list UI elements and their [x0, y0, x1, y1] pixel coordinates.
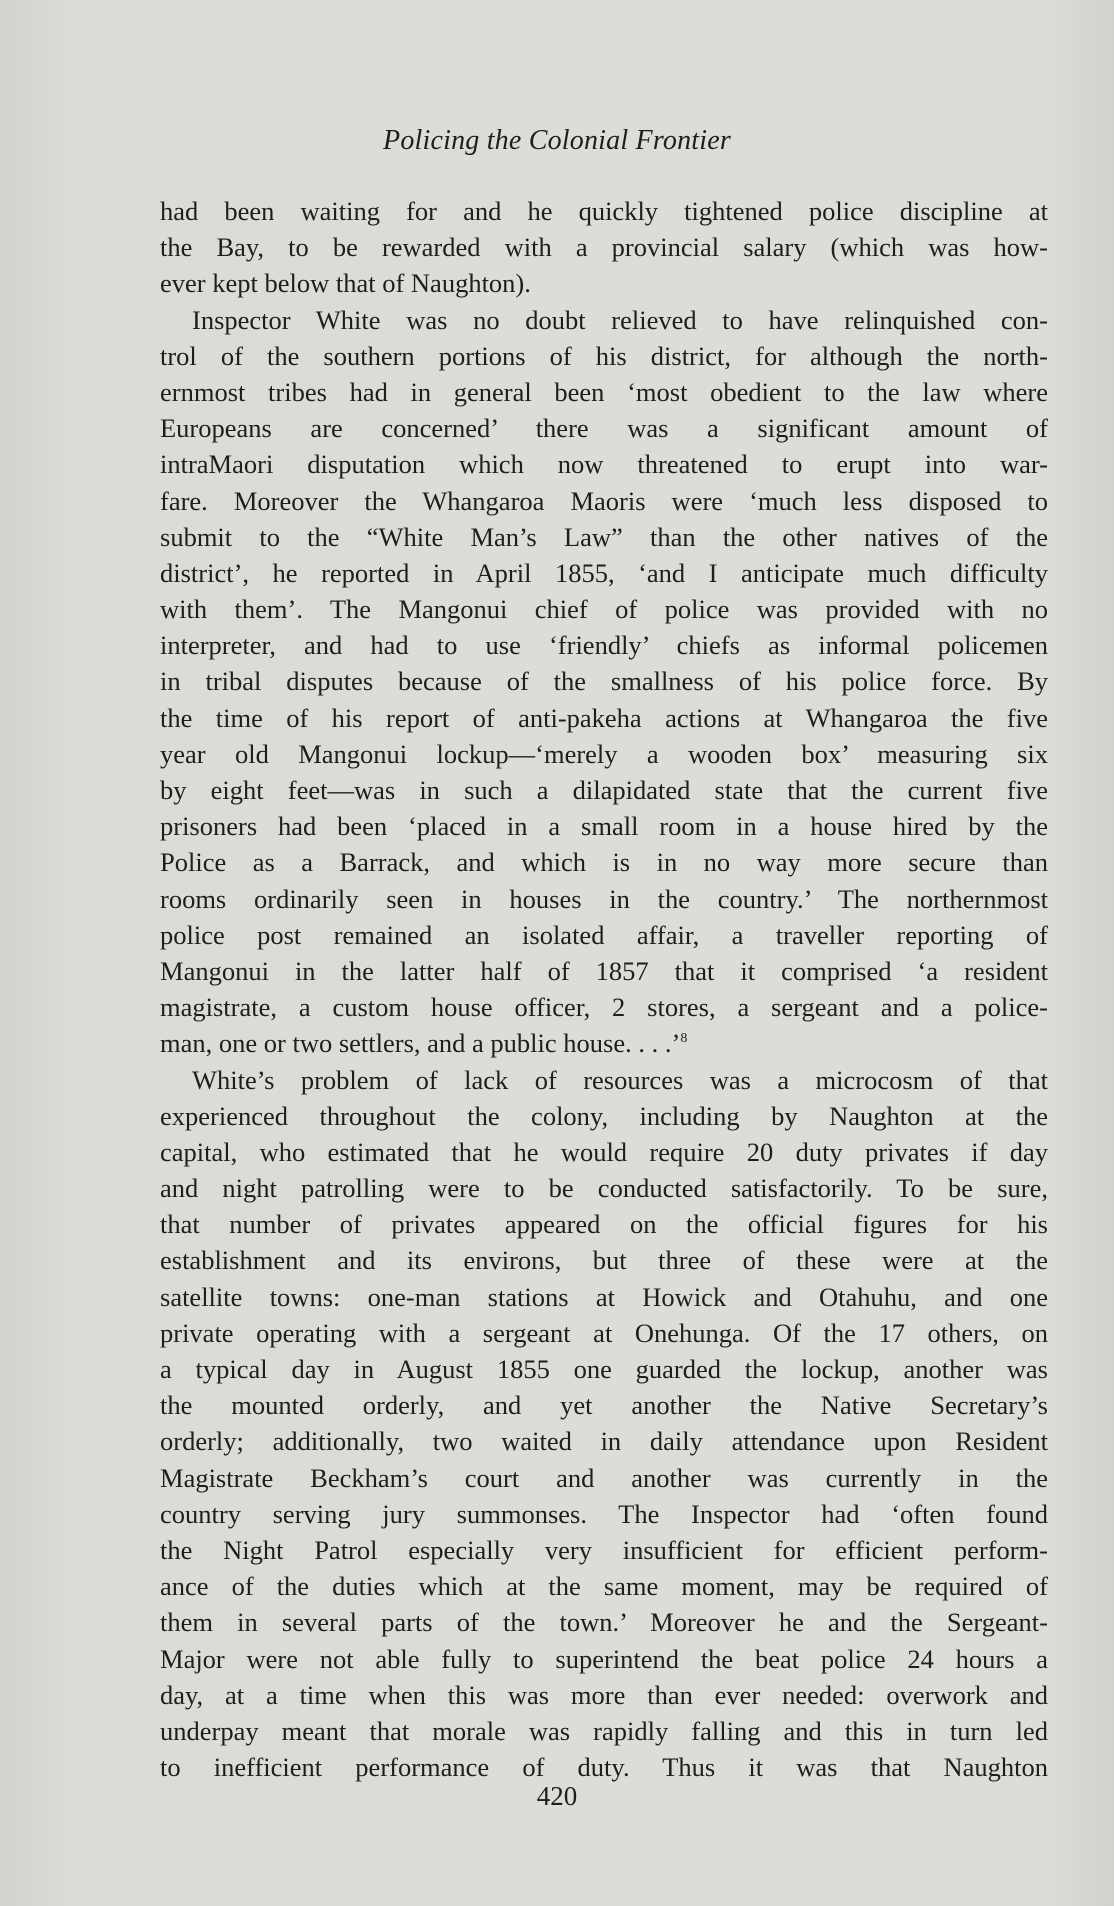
- text-line: [160, 1170, 1048, 1206]
- line-text: magistrate, a custom house officer, 2 stores, a sergeant and a police-: [160, 992, 1048, 1023]
- text-line: [160, 1351, 1048, 1387]
- line-text: trol of the southern portions of his district, for although the north-: [160, 340, 1048, 371]
- text-line: [160, 1315, 1048, 1351]
- line-text: Magistrate Beckham’s court and another was currently in the: [160, 1462, 1048, 1493]
- text-line: [160, 1460, 1048, 1496]
- text-line: [160, 1677, 1048, 1713]
- text-line: [160, 627, 1048, 663]
- text-line: [160, 663, 1048, 699]
- line-text: the Night Patrol especially very insufficient for efficient perform-: [160, 1534, 1048, 1565]
- text-line: [160, 1098, 1048, 1134]
- line-text: day, at a time when this was more than ever needed: overwork and: [160, 1679, 1048, 1710]
- line-text: to inefficient performance of duty. Thus it was that Naughton: [160, 1752, 1048, 1783]
- line-text: them in several parts of the town.’ Moreover he and the Sergeant-: [160, 1607, 1048, 1638]
- text-line: [160, 193, 1048, 229]
- text-line: [160, 917, 1048, 953]
- line-text: the time of his report of anti-pakeha actions at Whangaroa the five: [160, 702, 1048, 733]
- line-text: Mangonui in the latter half of 1857 that it comprised ‘a resident: [160, 955, 1048, 986]
- text-line: [160, 1496, 1048, 1532]
- line-text: fare. Moreover the Whangaroa Maoris were ‘much less disposed to: [160, 485, 1048, 516]
- line-text: Europeans are concerned’ there was a significant amount of: [160, 413, 1048, 444]
- body-text: [160, 193, 1048, 1785]
- line-text: in tribal disputes because of the smallness of his police force. By: [160, 666, 1048, 697]
- line-text: rooms ordinarily seen in houses in the country.’ The northernmost: [160, 883, 1048, 914]
- line-text: private operating with a sergeant at Onehunga. Of the 17 others, on: [160, 1317, 1048, 1348]
- text-line: [160, 772, 1048, 808]
- text-line: [160, 700, 1048, 736]
- text-line: [160, 736, 1048, 772]
- line-text: year old Mangonui lockup—‘merely a wooden box’ measuring six: [160, 738, 1048, 769]
- text-line: [160, 1134, 1048, 1170]
- text-line: [160, 483, 1048, 519]
- line-text: Major were not able fully to superintend the beat police 24 hours a: [160, 1643, 1048, 1674]
- line-text: prisoners had been ‘placed in a small room in a house hired by the: [160, 811, 1048, 842]
- line-text: ever kept below that of Naughton).: [160, 268, 531, 299]
- text-line: [160, 1025, 1048, 1061]
- text-line: [160, 446, 1048, 482]
- line-text: ance of the duties which at the same moment, may be required of: [160, 1571, 1048, 1602]
- line-text: country serving jury summonses. The Inspector had ‘often found: [160, 1498, 1048, 1529]
- text-line: [160, 881, 1048, 917]
- line-text: by eight feet—was in such a dilapidated state that the current five: [160, 775, 1048, 805]
- line-text: satellite towns: one-man stations at Howick and Otahuhu, and one: [160, 1281, 1048, 1312]
- line-text: interpreter, and had to use ‘friendly’ chiefs as informal policemen: [160, 630, 1048, 661]
- text-line: [160, 1713, 1048, 1749]
- line-text: the mounted orderly, and yet another the Native Secretary’s: [160, 1390, 1048, 1421]
- line-text: a typical day in August 1855 one guarded the lockup, another was: [160, 1354, 1048, 1384]
- line-text: ernmost tribes had in general been ‘most obedient to the law where: [160, 376, 1048, 407]
- line-text: with them’. The Mangonui chief of police was provided with no: [160, 594, 1048, 625]
- line-text: White’s problem of lack of resources was a microcosm of that: [192, 1064, 1048, 1095]
- line-text: that number of privates appeared on the official figures for his: [160, 1209, 1048, 1240]
- line-text: establishment and its environs, but three of these were at the: [160, 1245, 1048, 1276]
- text-line: [160, 808, 1048, 844]
- line-text: man, one or two settlers, and a public house. . . .’: [160, 1028, 681, 1059]
- text-line: [160, 1279, 1048, 1315]
- text-line: [160, 265, 1048, 301]
- text-line: [160, 591, 1048, 627]
- line-text: and night patrolling were to be conducted satisfactorily. To be sure,: [160, 1173, 1048, 1204]
- text-line: [160, 302, 1048, 338]
- text-line: [160, 1062, 1048, 1098]
- text-line: [160, 374, 1048, 410]
- text-line: [160, 1242, 1048, 1278]
- running-head: Policing the Colonial Frontier: [383, 125, 731, 156]
- text-line: [160, 1532, 1048, 1568]
- text-line: [160, 1641, 1048, 1677]
- line-text: submit to the “White Man’s Law” than the other natives of the: [160, 521, 1048, 552]
- line-text: Inspector White was no doubt relieved to have relinquished con-: [192, 304, 1048, 335]
- text-line: [160, 844, 1048, 880]
- line-text: experienced throughout the colony, including by Naughton at the: [160, 1100, 1048, 1131]
- text-line: [160, 1206, 1048, 1242]
- line-text: orderly; additionally, two waited in daily attendance upon Resident: [160, 1426, 1048, 1457]
- footnote-marker: 8: [680, 1031, 688, 1047]
- text-line: [160, 229, 1048, 265]
- line-text: police post remained an isolated affair, a traveller reporting of: [160, 919, 1048, 950]
- text-line: [160, 410, 1048, 446]
- page-number: 420: [536, 1781, 578, 1811]
- line-text: had been waiting for and he quickly tightened police discipline at: [160, 196, 1048, 226]
- line-text: the Bay, to be rewarded with a provincial salary (which was how-: [160, 232, 1048, 263]
- text-line: [160, 989, 1048, 1025]
- line-text: Police as a Barrack, and which is in no way more secure than: [160, 847, 1048, 878]
- line-text: district’, he reported in April 1855, ‘and I anticipate much difficulty: [160, 557, 1048, 588]
- text-line: [160, 338, 1048, 374]
- text-line: [160, 1568, 1048, 1604]
- text-line: [160, 1387, 1048, 1423]
- text-line: [160, 953, 1048, 989]
- line-text: capital, who estimated that he would require 20 duty privates if day: [160, 1136, 1048, 1167]
- line-text: underpay meant that morale was rapidly falling and this in turn led: [160, 1715, 1048, 1746]
- text-line: [160, 555, 1048, 591]
- line-text: intraMaori disputation which now threatened to erupt into war-: [160, 449, 1048, 480]
- text-line: [160, 1423, 1048, 1459]
- text-line: [160, 519, 1048, 555]
- text-line: [160, 1604, 1048, 1640]
